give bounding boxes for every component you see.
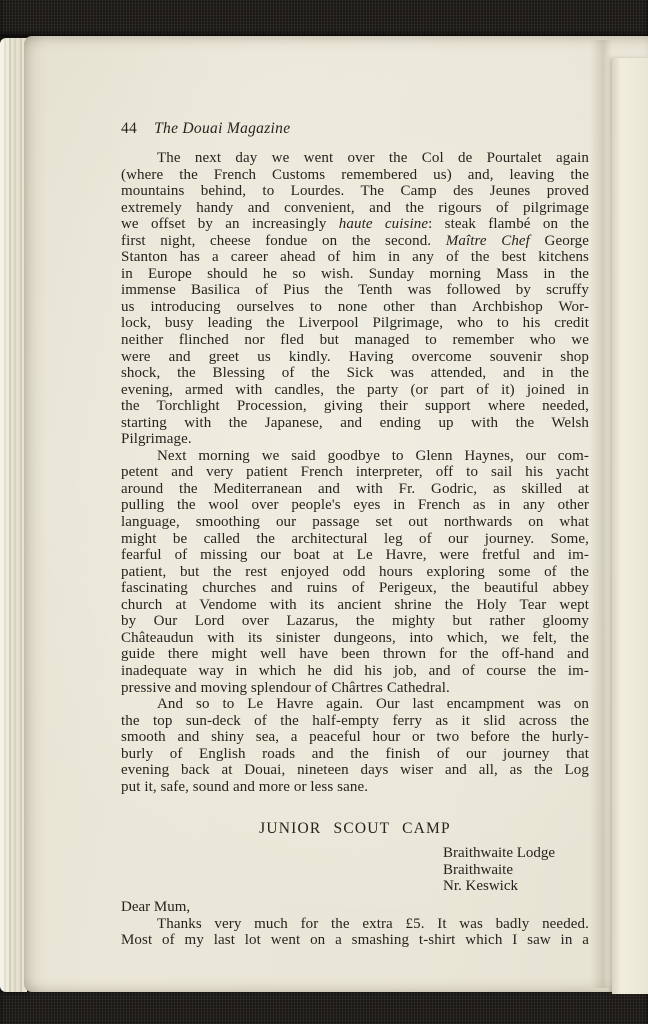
text-line: The next day we went over the Col de Pourtalet again xyxy=(157,150,589,166)
text-line: pressive and moving splendour of Chârtres Cathedral. xyxy=(121,679,450,696)
text-line: Stanton has a career ahead of him in any of the best kitchens xyxy=(121,249,589,266)
text-line: the Torchlight Procession, giving their support where needed, xyxy=(121,398,589,415)
text-line: evening, armed with candles, the party (or part of it) joined in xyxy=(121,381,589,398)
text-line: church at Vendome with its ancient shrine the Holy Tear wept xyxy=(121,596,589,613)
section-heading: JUNIOR SCOUT CAMP xyxy=(259,820,451,838)
text-line: neither flinched nor fled but managed to remember who we xyxy=(121,332,589,349)
address-line: Braithwaite Lodge xyxy=(443,845,556,862)
text-line: language, smoothing our passage set out northwards on what xyxy=(121,514,589,531)
text-line: by Our Lord over Lazarus, the mighty but rather gloomy xyxy=(121,613,589,630)
text-line: fearful of missing our boat at Le Havre, were fretful and im- xyxy=(121,547,589,564)
text-line: might be called the architectural leg of our journey. Some, xyxy=(121,530,589,547)
text-line: fascinating churches and ruins of Perigeux, the beautiful abbey xyxy=(121,580,589,597)
letter-address-block xyxy=(443,845,589,895)
text-line: starting with the Japanese, and ending up with the Welsh xyxy=(121,414,589,431)
text-line: were and greet us kindly. Having overcome souvenir shop xyxy=(121,348,589,365)
text-line: shock, the Blessing of the Sick was attended, and in the xyxy=(121,365,589,382)
text-line: first night, cheese fondue on the second. Maître Chef George xyxy=(121,232,590,249)
text-line: extremely handy and convenient, and the rigours of pilgrimage xyxy=(121,199,589,216)
text-line: And so to Le Havre again. Our last encampment was on xyxy=(157,696,589,713)
address-line: Nr. Keswick xyxy=(443,878,518,895)
text-line: pulling the wool over people's eyes in French as in any other xyxy=(121,497,589,514)
text-line: around the Mediterranean and with Fr. Godric, as skilled at xyxy=(121,480,589,497)
text-line: Thanks very much for the extra £5. It was badly needed. xyxy=(157,915,589,932)
text-line: patient, but the rest enjoyed odd hours exploring some of the xyxy=(121,563,589,580)
text-line: in Europe should he so wish. Sunday morning Mass in the xyxy=(121,265,589,282)
letter-body xyxy=(121,916,589,949)
text-line: Pilgrimage. xyxy=(121,431,192,448)
text-line: immense Basilica of Pius the Tenth was followed by scruffy xyxy=(121,282,589,299)
text-line: us introducing ourselves to none other than Archbishop Wor- xyxy=(121,298,589,315)
book-cover-bottom-band xyxy=(0,988,648,1024)
text-line: evening back at Douai, nineteen days wiser and all, as the Log xyxy=(121,762,589,779)
text-line: smooth and shiny sea, a peaceful hour or two before the hurly- xyxy=(121,729,589,746)
running-head xyxy=(121,120,589,138)
text-line: inadequate way in which he did his job, and of course the im- xyxy=(121,662,589,679)
paragraph xyxy=(121,916,589,949)
page-content xyxy=(121,120,589,949)
text-line: we offset by an increasingly haute cuisine: steak flambé on the xyxy=(121,216,589,233)
facing-page-edge xyxy=(612,58,648,994)
text-line: the top sun-deck of the half-empty ferry as it slid across the xyxy=(121,712,589,729)
text-line: Next morning we said goodbye to Glenn Haynes, our com- xyxy=(157,447,589,464)
page xyxy=(24,36,648,992)
body-text xyxy=(121,150,589,795)
text-line: (where the French Customs remembered us) and, leaving the xyxy=(121,166,589,183)
text-line: burly of English roads and the finish of our journey that xyxy=(121,745,589,762)
magazine-title: The Douai Magazine xyxy=(154,120,291,137)
letter-salutation: Dear Mum, xyxy=(121,898,191,915)
gutter-crease xyxy=(590,40,612,988)
text-line: Châteaudun with its sinister dungeons, into which, we felt, the xyxy=(121,629,589,646)
address-line: Braithwaite xyxy=(443,861,513,878)
book-cover-top-band xyxy=(0,0,648,37)
text-line: put it, safe, sound and more or less sane. xyxy=(121,778,369,795)
stacked-page-edges xyxy=(0,38,27,992)
paragraph xyxy=(121,696,589,795)
paragraph xyxy=(121,448,589,696)
text-line: guide there might well have been thrown for the off-hand and xyxy=(121,646,589,663)
text-line: mountains behind, to Lourdes. The Camp des Jeunes proved xyxy=(121,183,589,200)
text-line: petent and very patient French interpreter, off to sail his yacht xyxy=(121,464,589,481)
text-line: Most of my last lot went on a smashing t-shirt which I saw in a xyxy=(121,932,589,949)
text-line: lock, busy leading the Liverpool Pilgrimage, who to his credit xyxy=(121,315,589,332)
page-number: 44 xyxy=(121,120,138,137)
paragraph xyxy=(121,150,589,448)
